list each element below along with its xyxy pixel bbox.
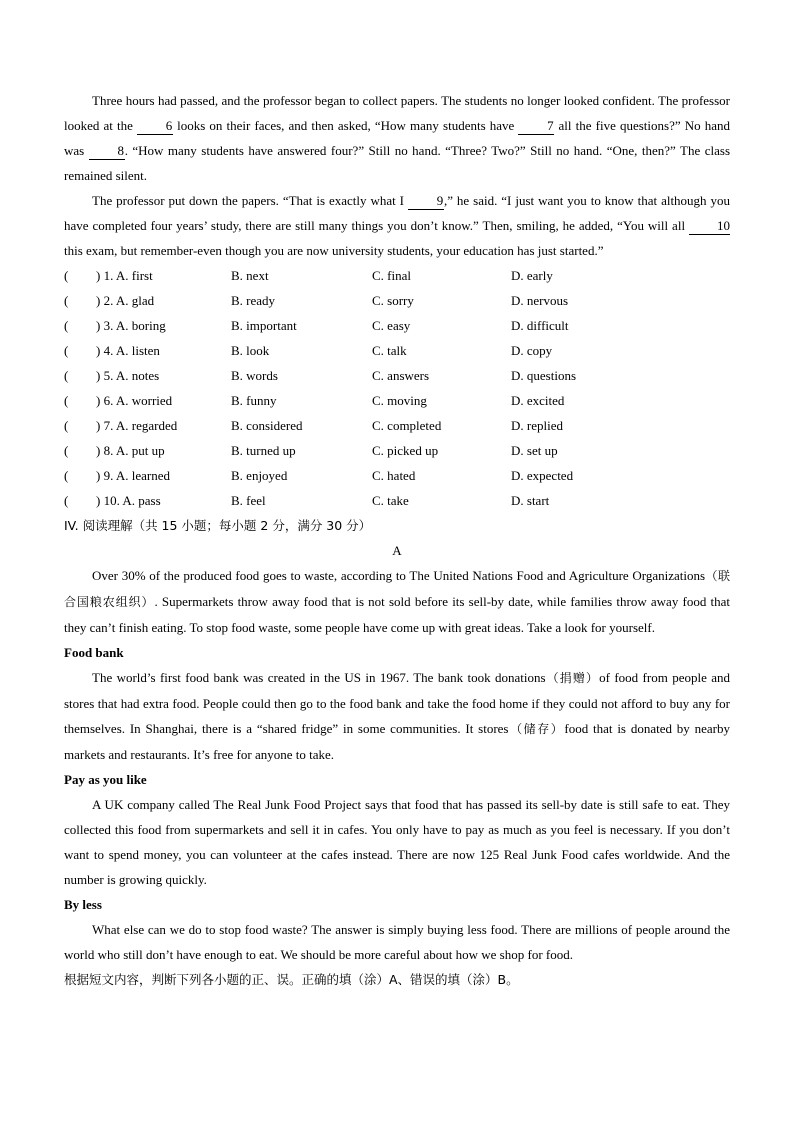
option-d: D. copy [511,343,553,358]
option-c: C. take [372,493,409,508]
option-row-2 [64,288,730,313]
text-run: all the five questions?” No hand was [64,118,730,158]
option-row-4 [64,338,730,363]
option-a: ) 7. A. regarded [96,418,178,433]
option-row-3 [64,313,730,338]
option-b: B. ready [231,293,276,308]
text-run: looks on their faces, and then asked, “How many students have [173,118,519,133]
blank-10: 10 [689,217,730,235]
option-d: D. replied [511,418,563,433]
option-b: B. important [231,318,297,333]
option-row-5 [64,363,730,388]
option-d: D. early [511,268,553,283]
option-c: C. picked up [372,443,439,458]
answer-paren[interactable]: ( [64,268,69,283]
option-row-1 [64,263,730,288]
option-d: D. questions [511,368,576,383]
option-c: C. final [372,268,411,283]
option-a: ) 10. A. pass [96,493,161,508]
option-b: B. considered [231,418,303,433]
option-a: ) 5. A. notes [96,368,160,383]
blank-7: 7 [518,117,554,135]
section-title: IV. 阅读理解（共 15 小题；每小题 2 分，满分 30 分） [64,518,372,533]
option-d: D. difficult [511,318,569,333]
answer-paren[interactable]: ( [64,368,69,383]
text-run: . Supermarkets throw away food that is not sold before its sell-by date, while families throw away food that they can’t finish eating. To stop food waste, some people have come up with great ideas. Take a look for yourself. [64,594,730,635]
chinese-gloss: （联合国粮农组织） [64,569,730,609]
chinese-gloss: （捐赠） [545,671,600,685]
answer-paren[interactable]: ( [64,468,69,483]
option-b: B. look [231,343,270,358]
option-b: B. words [231,368,278,383]
text-run: ,” he said. “I just want you to know that although you have completed four years’ study, there are still many things you don’t know.” Then, smiling, he added, “You will all [64,193,731,233]
text-run: The world’s first food bank was created in the US in 1967. The bank took donations [92,670,546,685]
option-a: ) 2. A. glad [96,293,155,308]
text-run: this exam, but remember-even though you are now university students, your education has just started.” [64,243,604,258]
option-c: C. talk [372,343,407,358]
food-bank-paragraph [64,665,730,767]
answer-paren[interactable]: ( [64,293,69,308]
answer-paren[interactable]: ( [64,418,69,433]
option-d: D. nervous [511,293,569,308]
option-row-10 [64,488,730,513]
option-a: ) 9. A. learned [96,468,171,483]
option-a: ) 1. A. first [96,268,153,283]
option-d: D. set up [511,443,558,458]
answer-paren[interactable]: ( [64,443,69,458]
pay-paragraph: A UK company called The Real Junk Food Project says that food that has passed its sell-by date is still safe to eat. They collected this food from supermarkets and sell it in cafes. You only have to pay as much as you feel is necessary. If you don’t want to spend money, you can volunteer at the cafes instead. There are now 125 Real Junk Food cafes worldwide. And the number is growing quickly. [64,797,730,887]
heading-by-less: By less [64,897,102,912]
option-row-8 [64,438,730,463]
option-d: D. start [511,493,550,508]
option-c: C. moving [372,393,427,408]
answer-paren[interactable]: ( [64,343,69,358]
option-row-6 [64,388,730,413]
option-b: B. enjoyed [231,468,288,483]
option-a: ) 3. A. boring [96,318,166,333]
option-row-9 [64,463,730,488]
cloze-paragraph-1 [64,88,730,188]
option-a: ) 4. A. listen [96,343,160,358]
option-c: C. completed [372,418,442,433]
text-run: of food from people and stores that had extra food. People could then go to the food bank and take the food home if they could not afford to buy any for themselves. In Shanghai, there is a “shared fridge” in some communities. It stores [64,670,730,736]
by-less-paragraph: What else can we do to stop food waste? The answer is simply buying less food. There are millions of people around the world who still don’t have enough to eat. We should be more careful about how we shop for food. [64,922,730,962]
option-d: D. expected [511,468,574,483]
text-run: Three hours had passed, and the professor began to collect papers. The students no longer looked confident. The professor looked at the [64,93,730,133]
option-b: B. next [231,268,269,283]
text-run: . “How many students have answered four?” Still no hand. “Three? Two?” Still no hand. “One, then?” The class remained silent. [64,143,730,183]
option-d: D. excited [511,393,565,408]
passage-label: A [392,543,402,558]
options-list [64,263,730,513]
option-a: ) 8. A. put up [96,443,165,458]
heading-pay-as-you-like: Pay as you like [64,772,147,787]
blank-8: 8 [89,142,125,160]
answer-paren[interactable]: ( [64,318,69,333]
intro-paragraph [64,563,730,640]
blank-6: 6 [137,117,173,135]
instruction-text: 根据短文内容，判断下列各小题的正、误。正确的填（涂）A、错误的填（涂）B。 [64,972,519,987]
answer-paren[interactable]: ( [64,393,69,408]
option-b: B. turned up [231,443,296,458]
option-a: ) 6. A. worried [96,393,173,408]
chinese-gloss: （储存） [508,722,565,736]
document-content [64,88,730,992]
option-b: B. funny [231,393,277,408]
text-run: Over 30% of the produced food goes to waste, according to The United Nations Food and Agriculture Organizations [92,568,706,583]
option-c: C. easy [372,318,411,333]
option-c: C. sorry [372,293,414,308]
cloze-paragraph-2 [64,188,730,263]
option-row-7 [64,413,730,438]
option-c: C. hated [372,468,416,483]
text-run: The professor put down the papers. “That is exactly what I [92,193,408,208]
option-b: B. feel [231,493,266,508]
answer-paren[interactable]: ( [64,493,69,508]
blank-9: 9 [408,192,444,210]
text-run: food that is donated by nearby markets and restaurants. It’s free for anyone to take. [64,721,730,762]
heading-food-bank: Food bank [64,645,124,660]
option-c: C. answers [372,368,430,383]
